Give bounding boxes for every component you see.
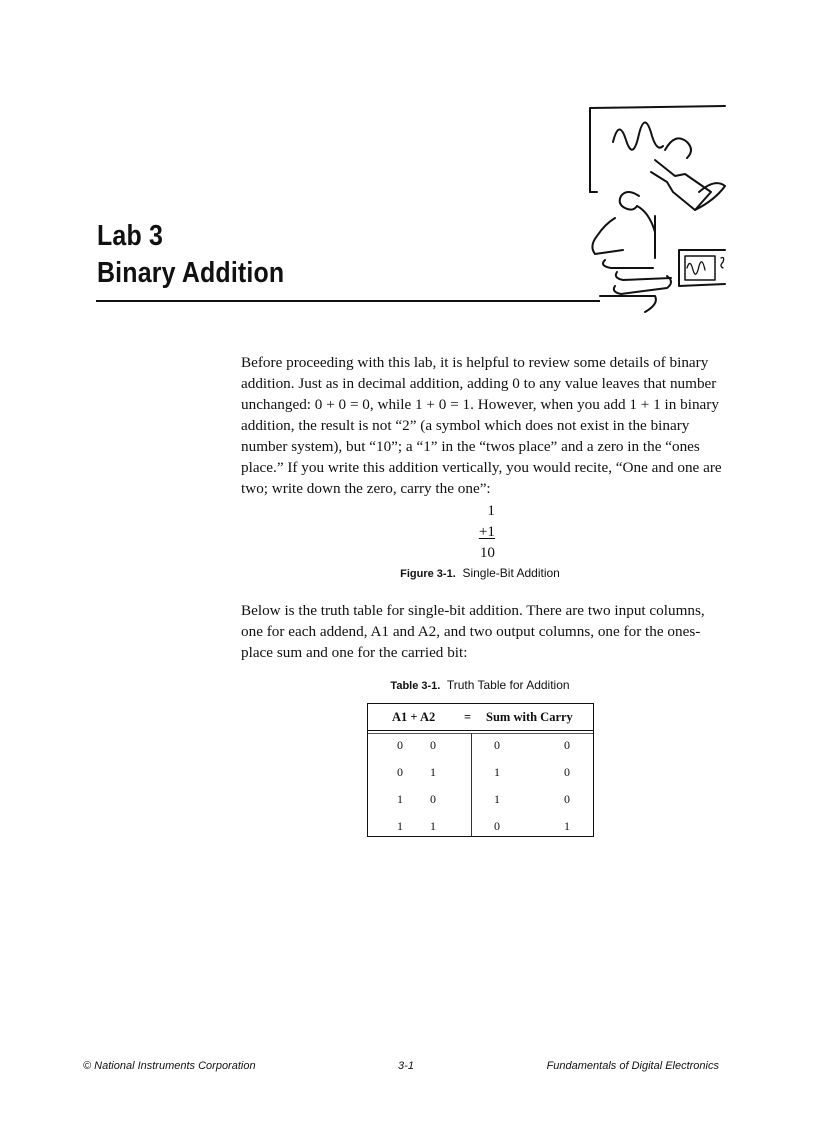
header-inputs: A1 + A2 bbox=[392, 710, 436, 724]
lab-number: Lab 3 bbox=[97, 220, 164, 252]
table-cell: 0 bbox=[564, 738, 570, 752]
table-cell: 1 bbox=[397, 819, 403, 833]
table-caption-text: Truth Table for Addition bbox=[446, 678, 570, 692]
figure-text: Single-Bit Addition bbox=[462, 566, 560, 580]
lab-name: Binary Addition bbox=[97, 257, 285, 289]
footer-copyright: © National Instruments Corporation bbox=[83, 1060, 256, 1072]
table-cell: 0 bbox=[397, 738, 403, 752]
table-cell: 0 bbox=[564, 765, 570, 779]
table-cell: 0 bbox=[397, 765, 403, 779]
table-cell: 1 bbox=[494, 792, 500, 806]
table-cell: 0 bbox=[430, 738, 436, 752]
binary-addition-example bbox=[465, 500, 495, 563]
footer-book-title: Fundamentals of Digital Electronics bbox=[546, 1060, 719, 1072]
page-title bbox=[97, 218, 284, 292]
scientist-illustration-icon bbox=[575, 100, 730, 315]
table-caption bbox=[0, 678, 816, 692]
table-cell: 1 bbox=[430, 765, 436, 779]
header-double-rule bbox=[368, 733, 593, 734]
addition-result: 10 bbox=[479, 544, 495, 561]
addend-1: 1 bbox=[487, 502, 495, 519]
figure-caption bbox=[0, 566, 816, 580]
table-header bbox=[368, 704, 593, 731]
footer-page-number: 3-1 bbox=[398, 1060, 414, 1072]
header-outputs: Sum with Carry bbox=[486, 710, 573, 724]
table-label: Table 3-1. bbox=[390, 680, 441, 692]
truth-table bbox=[367, 703, 594, 837]
addend-2: +1 bbox=[478, 523, 495, 540]
table-cell: 1 bbox=[430, 819, 436, 833]
table-cell: 0 bbox=[494, 819, 500, 833]
truth-table-paragraph: Below is the truth table for single-bit addition. There are two input columns, one for each addend, A1 and A2, and two output columns, one for the ones-place sum and one for the carried bit: bbox=[241, 602, 705, 661]
title-rule bbox=[96, 300, 600, 302]
header-equals: = bbox=[464, 710, 472, 724]
table-cell: 0 bbox=[494, 738, 500, 752]
table-cell: 1 bbox=[564, 819, 570, 833]
table-cell: 1 bbox=[397, 792, 403, 806]
table-cell: 0 bbox=[430, 792, 436, 806]
table-cell: 0 bbox=[564, 792, 570, 806]
figure-label: Figure 3-1. bbox=[400, 568, 456, 580]
table-cell: 1 bbox=[494, 765, 500, 779]
column-divider bbox=[471, 733, 472, 836]
intro-paragraph: Before proceeding with this lab, it is helpful to review some details of binary addition. Just as in decimal addition, adding 0 to any value leaves that number unchanged: 0 + 0 = 0, while 1 + 0 = 1. However, when you add 1 + 1 in binary addition, the result is not “2” (a symbol which does not exist in the binary number system), but “10”; a “1” in the “twos place” and a zero in the “ones place.” If you write this addition vertically, you would recite, “One and one are two; write down the zero, carry the one”: bbox=[241, 354, 722, 497]
